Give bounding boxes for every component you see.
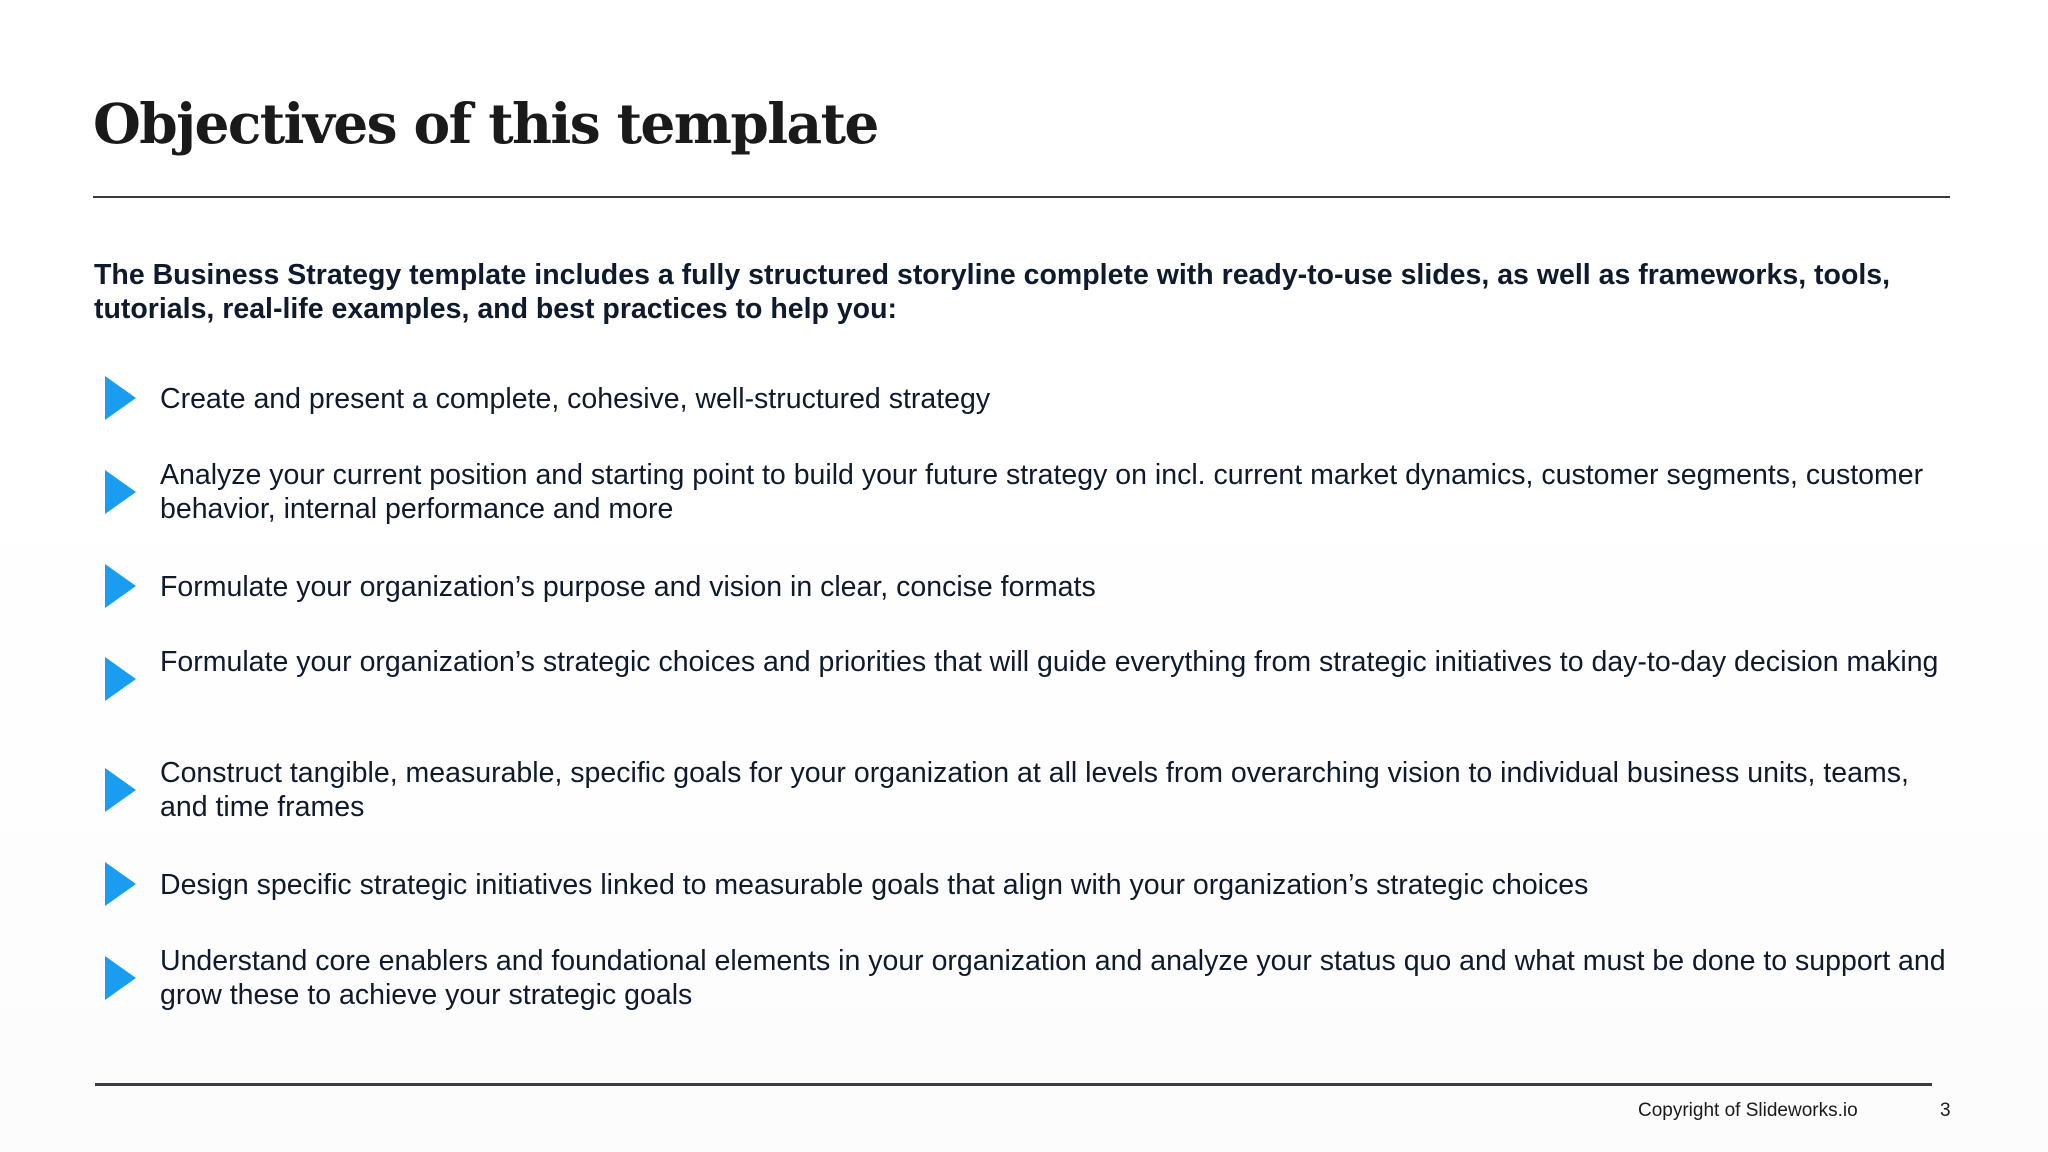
- triangle-arrow-icon: [105, 862, 136, 906]
- list-item-text: Formulate your organization’s purpose and vision in clear, concise formats: [160, 571, 1096, 603]
- intro-paragraph: The Business Strategy template includes a fully structured storyline complete with ready-to-use slides, as well as frameworks, tools, tutorials, real-life examples, and best practices to help you:: [94, 259, 1891, 325]
- footer-copyright: Copyright of Slideworks.io: [1638, 1100, 1858, 1121]
- triangle-arrow-icon: [105, 564, 136, 608]
- page-number: 3: [1940, 1100, 1951, 1121]
- triangle-arrow-icon: [105, 470, 136, 514]
- list-item-text: Construct tangible, measurable, specific goals for your organization at all levels from overarching vision to individual business units, teams, and time frames: [160, 757, 1909, 823]
- triangle-arrow-icon: [105, 376, 136, 420]
- triangle-arrow-icon: [105, 956, 136, 1000]
- list-item-text: Create and present a complete, cohesive, well-structured strategy: [160, 383, 991, 415]
- triangle-arrow-icon: [105, 657, 136, 701]
- footer-divider: [95, 1083, 1932, 1086]
- list-item-text: Formulate your organization’s strategic choices and priorities that will guide everything from strategic initiatives to day-to-day decision making: [160, 646, 1939, 678]
- list-item-text: Analyze your current position and starting point to build your future strategy on incl. current market dynamics, customer segments, customer behavior, internal performance and more: [160, 459, 1924, 525]
- title-divider: [93, 196, 1950, 198]
- triangle-arrow-icon: [105, 768, 136, 812]
- slide-title: Objectives of this template: [93, 91, 878, 156]
- list-item-text: Design specific strategic initiatives linked to measurable goals that align with your organization’s strategic choices: [160, 869, 1589, 901]
- list-item-text: Understand core enablers and foundational elements in your organization and analyze your status quo and what must be done to support and grow these to achieve your strategic goals: [160, 945, 1946, 1011]
